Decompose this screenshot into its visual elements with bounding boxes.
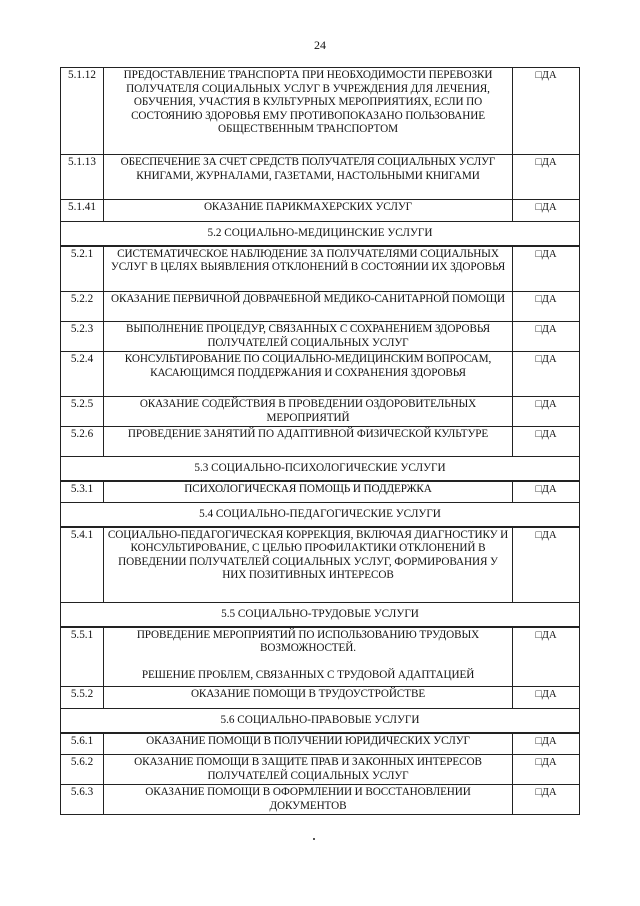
yes-checkbox[interactable]: □ДА	[513, 155, 580, 200]
service-text: СИСТЕМАТИЧЕСКОЕ НАБЛЮДЕНИЕ ЗА ПОЛУЧАТЕЛЯМИ СОЦИАЛЬНЫХ УСЛУГ В ЦЕЛЯХ ВЫЯВЛЕНИЯ ОТКЛОНЕНИЙ В СОСТОЯНИИ ИХ ЗДОРОВЬЯ	[110, 247, 506, 273]
services-table-body	[61, 68, 580, 815]
yes-checkbox[interactable]: □ДА	[513, 627, 580, 687]
service-description	[104, 200, 513, 222]
service-text: КОНСУЛЬТИРОВАНИЕ ПО СОЦИАЛЬНО-МЕДИЦИНСКИМ ВОПРОСАМ, КАСАЮЩИМСЯ ПОДДЕРЖАНИЯ И СОХРАНЕНИЯ ЗДОРОВЬЯ	[124, 353, 492, 379]
service-description	[104, 397, 513, 427]
service-description	[104, 155, 513, 200]
section-title: 5.4 СОЦИАЛЬНО-ПЕДАГОГИЧЕСКИЕ УСЛУГИ	[61, 503, 580, 527]
service-code: 5.2.1	[61, 246, 104, 292]
service-code: 5.5.1	[61, 627, 104, 687]
service-code: 5.3.1	[61, 481, 104, 503]
section-header-row	[61, 457, 580, 481]
yes-checkbox[interactable]: □ДА	[513, 687, 580, 709]
service-row	[61, 785, 580, 815]
service-code: 5.1.12	[61, 68, 104, 155]
service-row	[61, 322, 580, 352]
yes-checkbox[interactable]: □ДА	[513, 755, 580, 785]
service-row	[61, 155, 580, 200]
service-code: 5.4.1	[61, 527, 104, 603]
service-code: 5.6.2	[61, 755, 104, 785]
service-description	[104, 481, 513, 503]
section-header-row	[61, 222, 580, 246]
service-text: ПРЕДОСТАВЛЕНИЕ ТРАНСПОРТА ПРИ НЕОБХОДИМОСТИ ПЕРЕВОЗКИ ПОЛУЧАТЕЛЯ СОЦИАЛЬНЫХ УСЛУГ В УЧРЕЖДЕНИЯ ДЛЯ ЛЕЧЕНИЯ, ОБУЧЕНИЯ, УЧАСТИЯ В КУЛЬТУРНЫХ МЕРОПРИЯТИЯХ, ЕСЛИ ПО СОСТОЯНИЮ ЗДОРОВЬЯ ЕМУ ПРОТИВОПОКАЗАНО ПОЛЬЗОВАНИЕ ОБЩЕСТВЕННЫМ ТРАНСПОРТОМ	[123, 69, 493, 135]
yes-checkbox[interactable]: □ДА	[513, 322, 580, 352]
service-row	[61, 627, 580, 687]
section-header-row	[61, 603, 580, 627]
service-description	[104, 687, 513, 709]
service-text: ОКАЗАНИЕ СОДЕЙСТВИЯ В ПРОВЕДЕНИИ ОЗДОРОВИТЕЛЬНЫХ МЕРОПРИЯТИЙ	[139, 398, 477, 424]
yes-checkbox[interactable]: □ДА	[513, 200, 580, 222]
service-text: ОКАЗАНИЕ ПОМОЩИ В ЗАЩИТЕ ПРАВ И ЗАКОННЫХ ИНТЕРЕСОВ ПОЛУЧАТЕЛЕЙ СОЦИАЛЬНЫХ УСЛУГ	[134, 756, 482, 782]
service-row	[61, 397, 580, 427]
section-header-row	[61, 503, 580, 527]
yes-checkbox[interactable]: □ДА	[513, 427, 580, 457]
page-number: 24	[314, 38, 326, 52]
service-row	[61, 352, 580, 397]
paragraph-gap	[107, 656, 509, 669]
service-description	[104, 246, 513, 292]
yes-checkbox[interactable]: □ДА	[513, 785, 580, 815]
service-row	[61, 292, 580, 322]
yes-checkbox[interactable]: □ДА	[513, 352, 580, 397]
service-code: 5.2.6	[61, 427, 104, 457]
yes-checkbox[interactable]: □ДА	[513, 527, 580, 603]
service-code: 5.6.1	[61, 733, 104, 755]
service-code: 5.1.13	[61, 155, 104, 200]
yes-checkbox[interactable]: □ДА	[513, 292, 580, 322]
service-description	[104, 427, 513, 457]
service-description	[104, 292, 513, 322]
service-description	[104, 785, 513, 815]
service-text: ОКАЗАНИЕ ПОМОЩИ В ПОЛУЧЕНИИ ЮРИДИЧЕСКИХ УСЛУГ	[146, 734, 470, 747]
section-title: 5.3 СОЦИАЛЬНО-ПСИХОЛОГИЧЕСКИЕ УСЛУГИ	[61, 457, 580, 481]
service-text: ОБЕСПЕЧЕНИЕ ЗА СЧЕТ СРЕДСТВ ПОЛУЧАТЕЛЯ СОЦИАЛЬНЫХ УСЛУГ КНИГАМИ, ЖУРНАЛАМИ, ГАЗЕТАМИ, НАСТОЛЬНЫМИ КНИГАМИ	[120, 156, 496, 182]
service-text: ОКАЗАНИЕ ПОМОЩИ В ТРУДОУСТРОЙСТВЕ	[190, 688, 426, 700]
service-text: ПРОВЕДЕНИЕ ЗАНЯТИЙ ПО АДАПТИВНОЙ ФИЗИЧЕСКОЙ КУЛЬТУРЕ	[127, 428, 489, 440]
service-code: 5.2.3	[61, 322, 104, 352]
service-row	[61, 246, 580, 292]
service-text: ОКАЗАНИЕ ПЕРВИЧНОЙ ДОВРАЧЕБНОЙ МЕДИКО-САНИТАРНОЙ ПОМОЩИ	[111, 293, 505, 305]
service-row	[61, 687, 580, 709]
services-table	[60, 67, 580, 815]
service-text-second-paragraph: РЕШЕНИЕ ПРОБЛЕМ, СВЯЗАННЫХ С ТРУДОВОЙ АДАПТАЦИЕЙ	[141, 668, 475, 681]
service-code: 5.2.2	[61, 292, 104, 322]
service-row	[61, 527, 580, 603]
service-row	[61, 481, 580, 503]
service-text: ПСИХОЛОГИЧЕСКАЯ ПОМОЩЬ И ПОДДЕРЖКА	[184, 482, 432, 495]
yes-checkbox[interactable]: □ДА	[513, 68, 580, 155]
service-description	[104, 733, 513, 755]
section-title: 5.5 СОЦИАЛЬНО-ТРУДОВЫЕ УСЛУГИ	[61, 603, 580, 627]
yes-checkbox[interactable]: □ДА	[513, 733, 580, 755]
yes-checkbox[interactable]: □ДА	[513, 246, 580, 292]
service-description	[104, 755, 513, 785]
yes-checkbox[interactable]: □ДА	[513, 481, 580, 503]
service-text: ОКАЗАНИЕ ПОМОЩИ В ОФОРМЛЕНИИ И ВОССТАНОВЛЕНИИ ДОКУМЕНТОВ	[145, 786, 471, 812]
service-code: 5.2.5	[61, 397, 104, 427]
service-text: СОЦИАЛЬНО-ПЕДАГОГИЧЕСКАЯ КОРРЕКЦИЯ, ВКЛЮЧАЯ ДИАГНОСТИКУ И КОНСУЛЬТИРОВАНИЕ, С ЦЕЛЬЮ ПРОФИЛАКТИКИ ОТКЛОНЕНИЙ В ПОВЕДЕНИИ ПОЛУЧАТЕЛЕЙ СОЦИАЛЬНЫХ УСЛУГ, ФОРМИРОВАНИЯ У НИХ ПОЗИТИВНЫХ ИНТЕРЕСОВ	[107, 528, 509, 581]
scan-speck	[313, 838, 315, 840]
service-description	[104, 352, 513, 397]
service-row	[61, 200, 580, 222]
service-text: ВЫПОЛНЕНИЕ ПРОЦЕДУР, СВЯЗАННЫХ С СОХРАНЕНИЕМ ЗДОРОВЬЯ ПОЛУЧАТЕЛЕЙ СОЦИАЛЬНЫХ УСЛУГ	[126, 323, 490, 349]
service-description	[104, 322, 513, 352]
service-code: 5.2.4	[61, 352, 104, 397]
service-text: ПРОВЕДЕНИЕ МЕРОПРИЯТИЙ ПО ИСПОЛЬЗОВАНИЮ ТРУДОВЫХ ВОЗМОЖНОСТЕЙ.	[136, 628, 480, 654]
yes-checkbox[interactable]: □ДА	[513, 397, 580, 427]
service-code: 5.6.3	[61, 785, 104, 815]
service-row	[61, 68, 580, 155]
service-row	[61, 733, 580, 755]
service-row	[61, 427, 580, 457]
service-text: ОКАЗАНИЕ ПАРИКМАХЕРСКИХ УСЛУГ	[203, 201, 413, 213]
service-code: 5.5.2	[61, 687, 104, 709]
service-row	[61, 755, 580, 785]
service-description	[104, 68, 513, 155]
section-header-row	[61, 709, 580, 733]
service-code: 5.1.41	[61, 200, 104, 222]
service-description	[104, 627, 513, 687]
section-title: 5.2 СОЦИАЛЬНО-МЕДИЦИНСКИЕ УСЛУГИ	[61, 222, 580, 246]
service-description	[104, 527, 513, 603]
section-title: 5.6 СОЦИАЛЬНО-ПРАВОВЫЕ УСЛУГИ	[61, 709, 580, 733]
